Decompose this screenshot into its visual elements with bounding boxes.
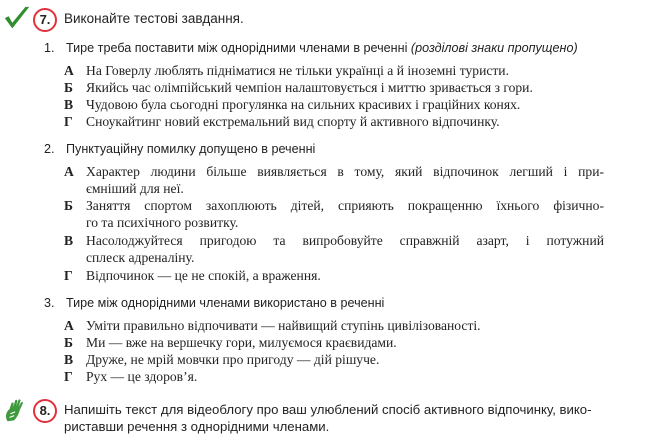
- task-title: Виконайте тестові завдання.: [64, 11, 244, 26]
- question-number: 1.: [44, 41, 55, 55]
- option-text-line-2: ємніший для неї.: [86, 181, 184, 196]
- question-number: 2.: [44, 142, 55, 156]
- option-text: Сноукайтинг новий екстремальний вид спорту й активного відпочинку.: [86, 114, 500, 129]
- option-text-line-1: Характер людини більше виявляється в тому, який відпочинок легший і при-: [86, 164, 604, 179]
- checkmark-icon: [2, 4, 32, 34]
- option-letter: Б: [64, 198, 73, 213]
- option-text-line-1: Заняття спортом захоплюють дітей, сприяють покращенню їхнього фізично-: [86, 198, 604, 213]
- question-3: [44, 296, 384, 310]
- writing-hand-icon: [2, 395, 32, 425]
- option-letter: А: [64, 63, 74, 78]
- option-text-line-1: Насолоджуйтеся пригодою та випробовуйте справжній азарт, і потужний: [86, 233, 604, 248]
- option-text: Відпочинок — це не спокій, а враження.: [86, 268, 321, 283]
- option-letter: Б: [64, 80, 73, 95]
- option-letter: Г: [64, 369, 73, 384]
- option-text: Чудовою була сьогодні прогулянка на сильних красивих і граційних конях.: [86, 97, 521, 112]
- option-letter: В: [64, 352, 74, 367]
- option-letter: А: [64, 318, 74, 333]
- option-letter: В: [64, 97, 74, 112]
- question-text: Тире треба поставити між однорідними членами в реченні: [66, 41, 408, 55]
- task-8-text-line-1: Напишіть текст для відеоблогу про ваш улюблений спосіб активного відпочинку, вико-: [64, 402, 592, 417]
- option-text-line-2: сплеск адреналіну.: [86, 250, 195, 265]
- task-number-badge: 8.: [33, 399, 57, 423]
- question-2: [44, 142, 315, 156]
- question-number: 3.: [44, 296, 55, 310]
- option-text-line-2: го та психічного розвитку.: [86, 215, 239, 230]
- task-8-header: [0, 393, 671, 434]
- option-text: Ми — вже на вершечку гори, милуємося краєвидами.: [86, 335, 397, 350]
- question-note: (розділові знаки пропущено): [410, 41, 578, 55]
- question-text: Тире між однорідними членами використано в реченні: [66, 296, 385, 310]
- option-text: Рух — це здоров’я.: [86, 369, 198, 384]
- option-letter: А: [64, 164, 74, 179]
- option-text: Друже, не мрій мовчки про пригоду — дій рішуче.: [86, 352, 380, 367]
- question-1: [44, 41, 578, 55]
- task-8-text-line-2: риставши речення з однорідними членами.: [64, 419, 330, 434]
- option-text: На Говерлу люблять підніматися не тільки українці а й іноземні туристи.: [86, 63, 509, 78]
- option-letter: Г: [64, 268, 73, 283]
- option-text: Уміти правильно відпочивати — найвищий ступінь цивілізованості.: [86, 318, 481, 333]
- question-text: Пунктуаційну помилку допущено в реченні: [66, 142, 316, 156]
- option-letter: Г: [64, 114, 73, 129]
- option-letter: В: [64, 233, 74, 248]
- option-text: Якийсь час олімпійський чемпіон налаштовується і миттю зривається з гори.: [86, 80, 533, 95]
- task-number-badge: 7.: [33, 8, 57, 32]
- option-letter: Б: [64, 335, 73, 350]
- task-7-header: [0, 2, 300, 36]
